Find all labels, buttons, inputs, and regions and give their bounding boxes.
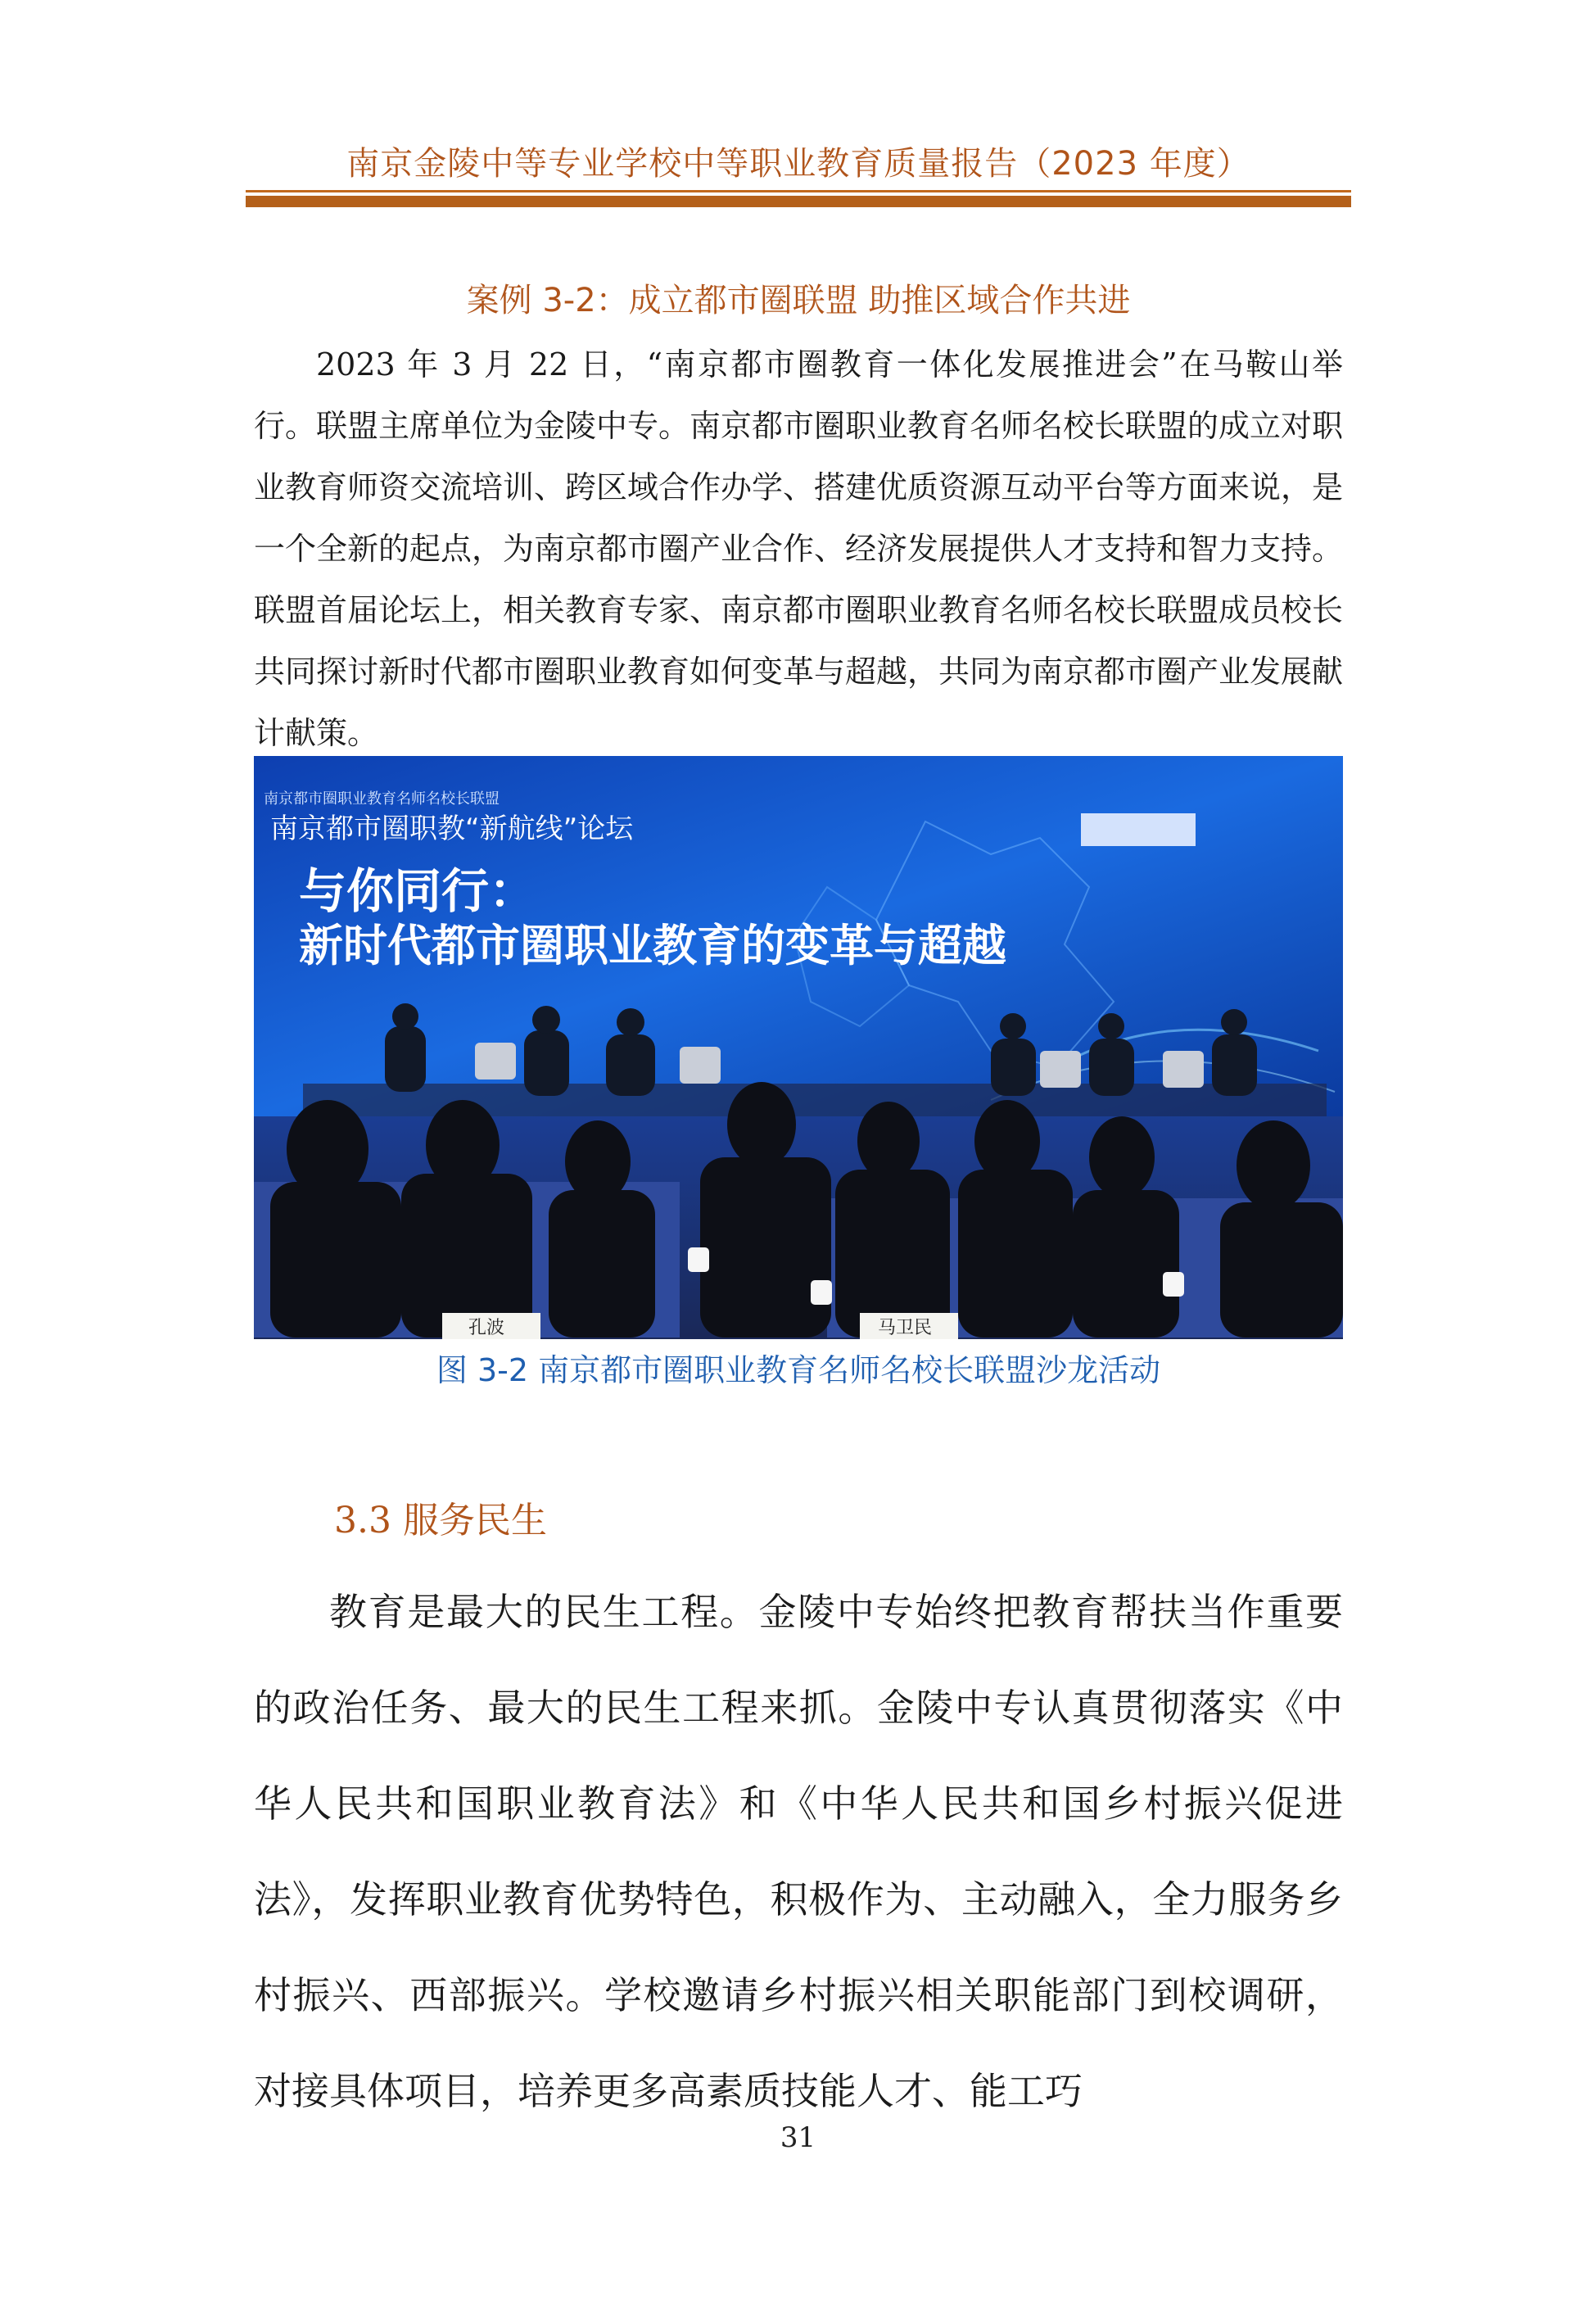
running-header: 南京金陵中等专业学校中等职业教育质量报告（2023 年度） (346, 145, 1250, 183)
forum-photo (254, 756, 1343, 1339)
header-divider-thin (246, 190, 1351, 192)
screen-top-line: 南京都市圈职业教育名师名校长联盟 (264, 790, 500, 808)
screen-banner: 南京都市圈职教“新航线”论坛 (270, 812, 634, 845)
page-number: 31 (780, 2121, 816, 2154)
name-card-1-text: 孔波 (468, 1318, 505, 1338)
name-card-2-text: 马卫民 (878, 1318, 933, 1338)
section-heading: 3.3 服务民生 (334, 1500, 547, 1541)
figure-caption: 图 3-2 南京都市圈职业教育名师名校长联盟沙龙活动 (436, 1352, 1161, 1388)
screen-headline-1: 与你同行： (299, 863, 537, 919)
screen-logo-badge (1081, 813, 1196, 846)
section-body-paragraph: 教育是最大的民生工程。金陵中专始终把教育帮扶当作重要的政治任务、最大的民生工程来抓。金陵中专认真贯彻落实《中华人民共和国职业教育法》和《中华人民共和国乡村振兴促进法》，发挥职业教育优势特色，积极作为、主动融入，全力服务乡村振兴、西部振兴。学校邀请乡村振兴相关职能部门到校调研，对接具体项目，培养更多高素质技能人才、能工巧 (254, 1590, 1343, 2113)
case-body-paragraph: 2023 年 3 月 22 日，“南京都市圈教育一体化发展推进会”在马鞍山举行。联盟主席单位为金陵中专。南京都市圈职业教育名师名校长联盟的成立对职业教育师资交流培训、跨区域合作办学、搭建优质资源互动平台等方面来说，是一个全新的起点，为南京都市圈产业合作、经济发展提供人才支持和智力支持。联盟首届论坛上，相关教育专家、南京都市圈职业教育名师名校长联盟成员校长共同探讨新时代都市圈职业教育如何变革与超越，共同为南京都市圈产业发展献计献策。 (254, 346, 1344, 751)
screen-headline-2: 新时代都市圈职业教育的变革与超越 (299, 920, 1006, 971)
case-title: 案例 3-2：成立都市圈联盟 助推区域合作共进 (466, 282, 1131, 319)
header-divider-thick (246, 196, 1351, 207)
